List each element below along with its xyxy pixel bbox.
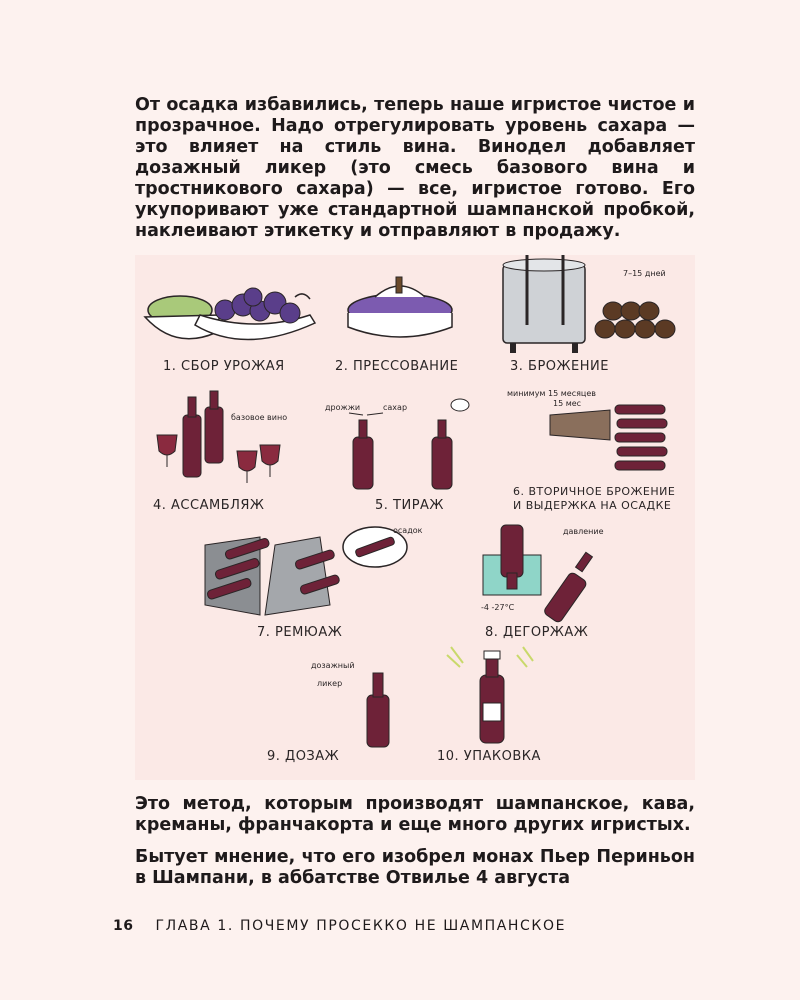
riddling-drawing	[205, 527, 407, 615]
step-caption-6b: И ВЫДЕРЖКА НА ОСАДКЕ	[513, 499, 672, 512]
step-caption-5: 5. ТИРАЖ	[375, 498, 444, 513]
press-drawing	[348, 277, 452, 337]
label-temperature: -4 -27°C	[481, 603, 515, 612]
label-dosage-2: ликер	[317, 679, 343, 688]
paragraph-2: Это метод, которым производят шампанское, кава, креманы, франчакорта и еще много других игристых.	[135, 794, 695, 835]
label-yeast: дрожжи	[325, 403, 361, 412]
page-number: 16	[113, 918, 134, 934]
paragraph-1: От осадка избавились, теперь наше игристое чистое и прозрачное. Надо отрегулировать уровень сахара — это влияет на стиль вина. Винодел добавляет дозажный ликер (это смесь базового вина и тростникового сахара) — все, игристое готово. Его укупоривают уже стандартной шампанской пробкой, наклеивают этикетку и отправляют в продажу.	[135, 95, 695, 241]
harvest-drawing	[145, 288, 315, 340]
label-dosage-1: дозажный	[311, 661, 355, 670]
label-fermentation-days: 7–15 дней	[623, 269, 666, 278]
step-caption-4: 4. АССАМБЛЯЖ	[153, 498, 265, 513]
process-drawings	[135, 255, 695, 780]
secondary-fermentation-drawing	[550, 405, 667, 470]
label-pressure: давление	[563, 527, 604, 536]
wine-process-illustration	[135, 255, 695, 780]
assemblage-drawing	[157, 391, 280, 483]
step-caption-2: 2. ПРЕССОВАНИЕ	[335, 359, 459, 374]
packaging-drawing	[447, 647, 533, 743]
step-caption-1: 1. СБОР УРОЖАЯ	[163, 359, 285, 374]
step-caption-10: 10. УПАКОВКА	[437, 749, 541, 764]
step-caption-7: 7. РЕМЮАЖ	[257, 625, 343, 640]
label-sugar: сахар	[383, 403, 408, 412]
label-months: 15 мес	[553, 399, 582, 408]
chapter-title: ГЛАВА 1. ПОЧЕМУ ПРОСЕККО НЕ ШАМПАНСКОЕ	[155, 918, 567, 934]
label-sediment: осадок	[393, 526, 423, 535]
paragraph-3: Бытует мнение, что его изобрел монах Пьер Периньон в Шампани, в аббатстве Отвилье 4 августа	[135, 847, 695, 888]
step-caption-8: 8. ДЕГОРЖАЖ	[485, 625, 589, 640]
dosage-drawing	[367, 673, 389, 747]
step-caption-6a: 6. ВТОРИЧНОЕ БРОЖЕНИЕ	[513, 485, 676, 498]
step-caption-3: 3. БРОЖЕНИЕ	[510, 359, 609, 374]
label-base-wine: базовое вино	[231, 413, 288, 422]
page-footer	[113, 918, 566, 934]
tirage-drawing	[349, 399, 469, 489]
label-min-months: минимум 15 месяцев	[507, 389, 596, 398]
step-caption-9: 9. ДОЗАЖ	[267, 749, 340, 764]
